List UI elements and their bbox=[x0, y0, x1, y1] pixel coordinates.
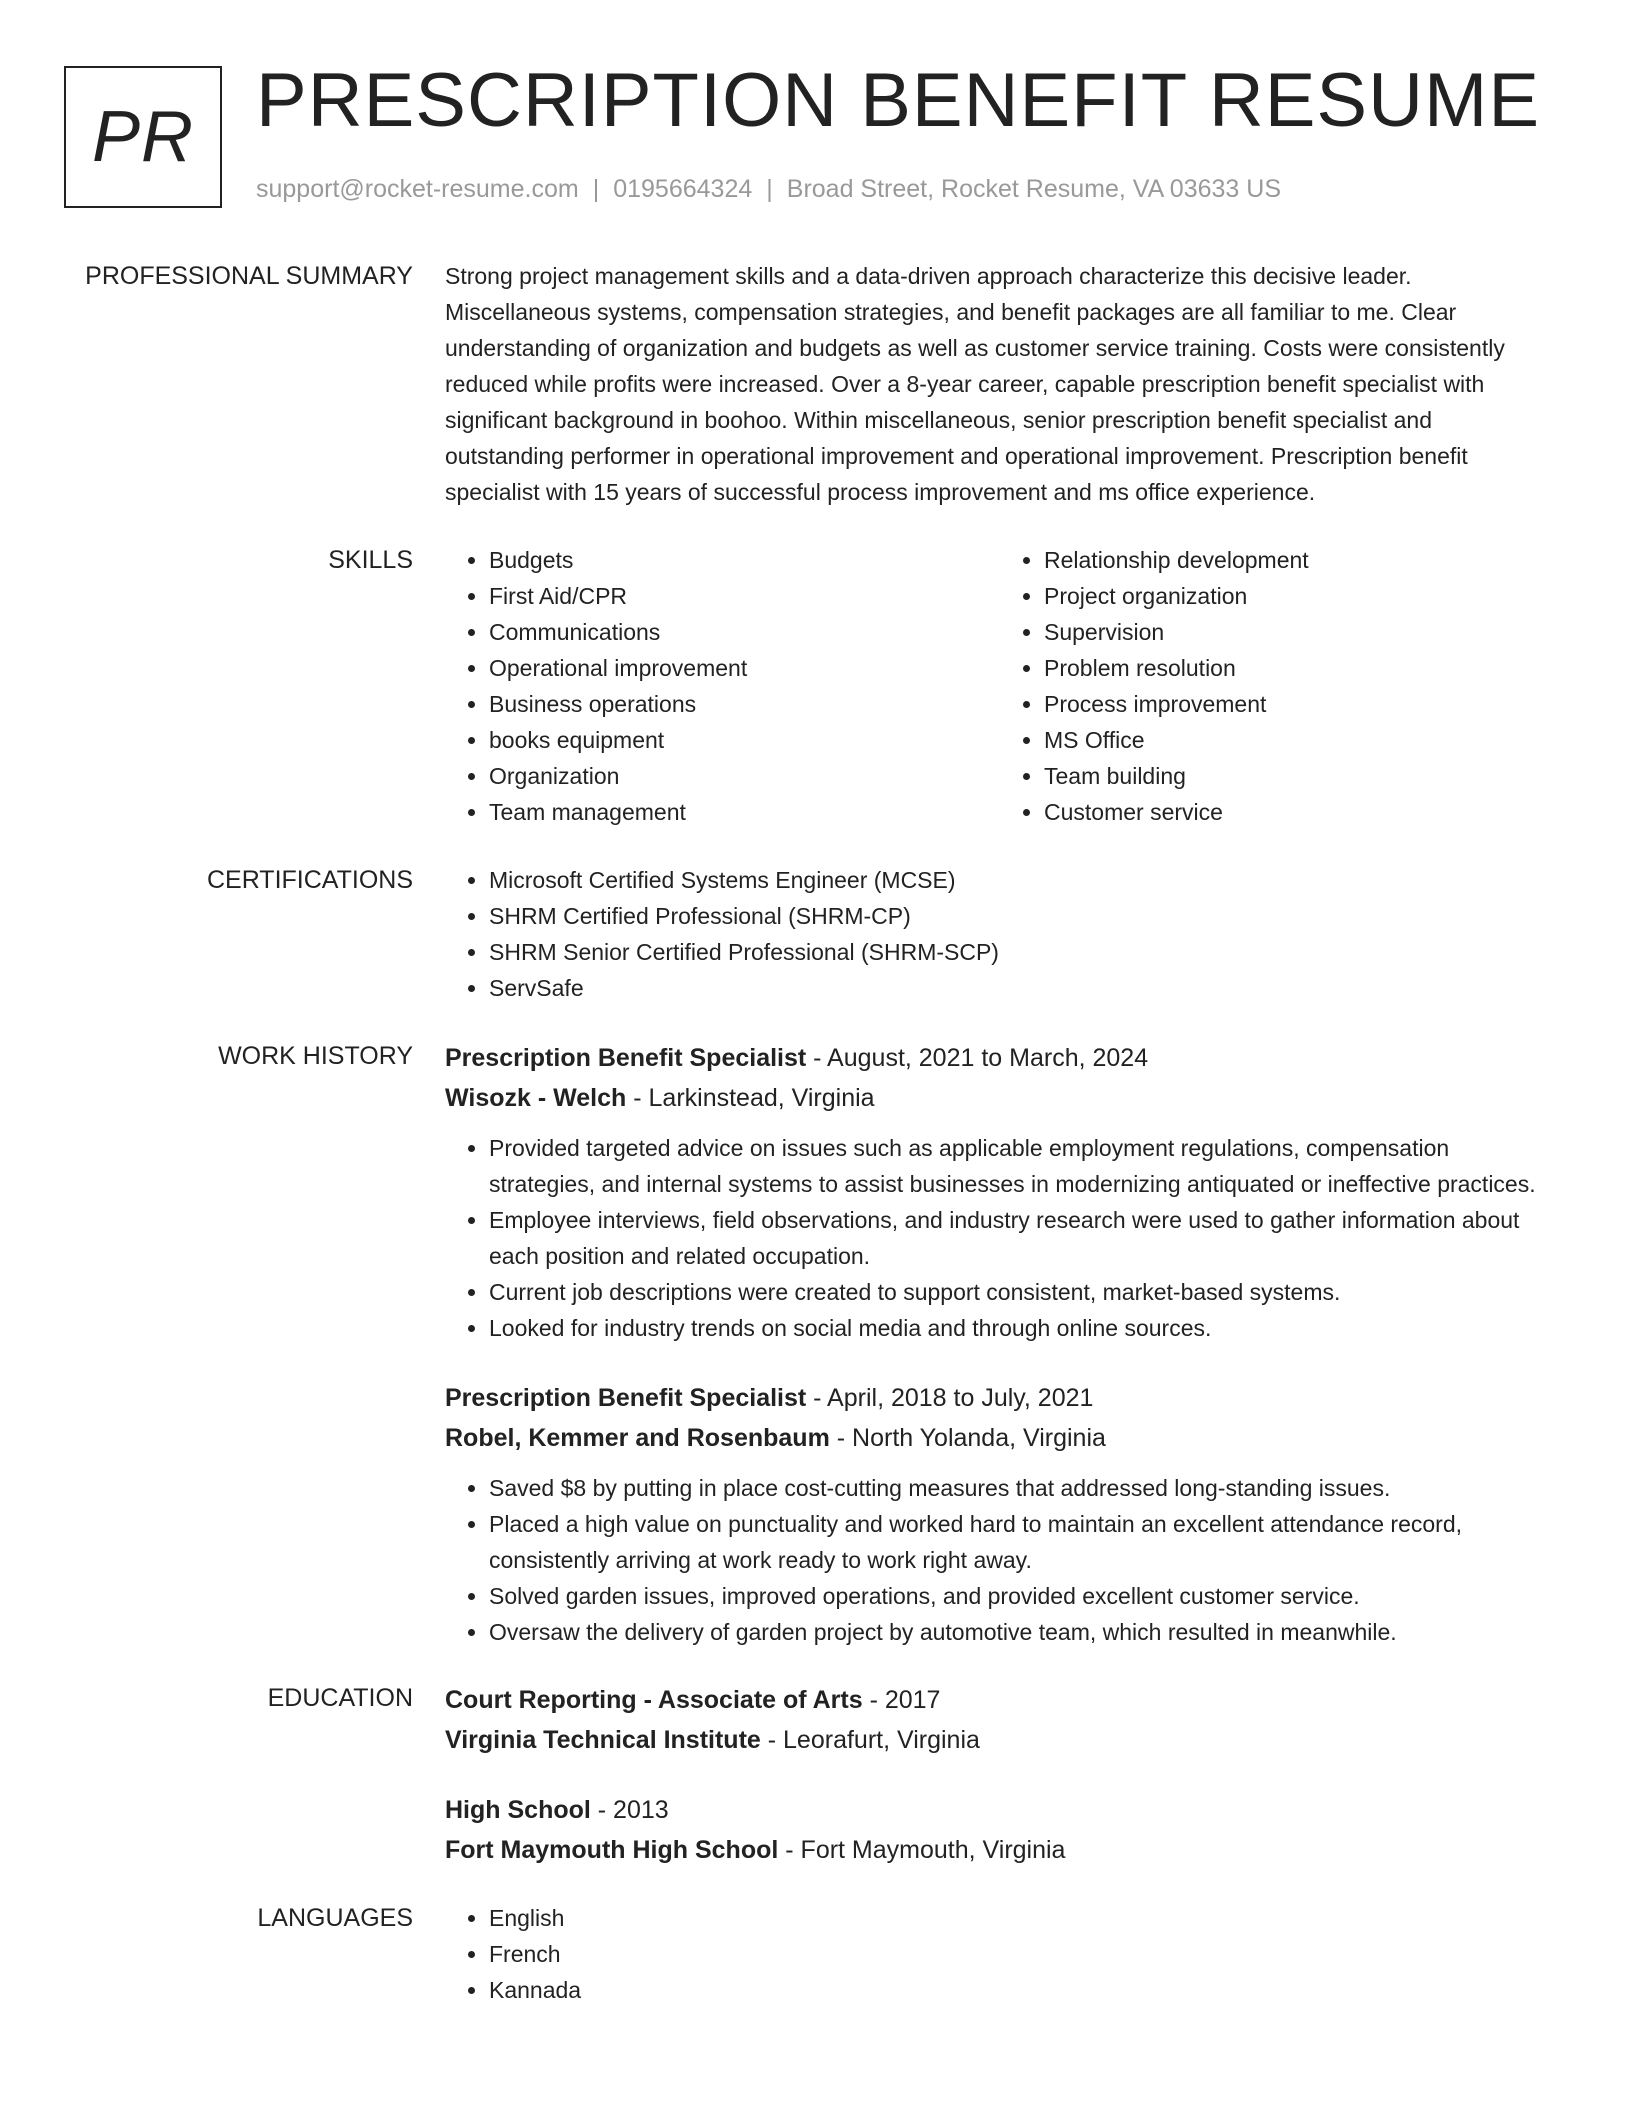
languages-body bbox=[445, 1900, 1555, 2008]
skill-item: • Team building bbox=[1044, 758, 1555, 794]
language-item: • English bbox=[489, 1900, 1555, 1936]
job-company-line bbox=[445, 1418, 1555, 1458]
skill-item: • Team management bbox=[489, 794, 1000, 830]
education-year: - 2017 bbox=[862, 1686, 941, 1714]
certifications-list bbox=[445, 862, 1555, 1006]
education-section bbox=[0, 1680, 1632, 1870]
education-entry bbox=[445, 1790, 1555, 1870]
education-degree-line bbox=[445, 1680, 1555, 1720]
skill-item: • Operational improvement bbox=[489, 650, 1000, 686]
education-heading: EDUCATION bbox=[267, 1684, 413, 1712]
skill-item: • Project organization bbox=[1044, 578, 1555, 614]
skill-item: • books equipment bbox=[489, 722, 1000, 758]
certifications-body bbox=[445, 862, 1555, 1006]
education-school: Virginia Technical Institute bbox=[445, 1726, 761, 1754]
education-school: Fort Maymouth High School bbox=[445, 1836, 779, 1864]
job-entry bbox=[445, 1378, 1555, 1650]
education-body bbox=[445, 1680, 1555, 1870]
job-bullet: • Looked for industry trends on social media and through online sources. bbox=[489, 1310, 1555, 1346]
skills-list-right bbox=[1000, 542, 1555, 830]
certifications-section bbox=[0, 862, 1632, 1006]
certification-item: • SHRM Senior Certified Professional (SHRM-SCP) bbox=[489, 934, 1555, 970]
job-company-line bbox=[445, 1078, 1555, 1118]
contact-email: support@rocket-resume.com bbox=[256, 175, 579, 203]
job-bullet: • Provided targeted advice on issues such as applicable employment regulations, compensation strategies, and internal systems to assist businesses in modernizing antiquated or ineffective practices. bbox=[489, 1130, 1555, 1202]
summary-section bbox=[0, 258, 1632, 510]
summary-body bbox=[445, 258, 1555, 510]
certification-item: • Microsoft Certified Systems Engineer (MCSE) bbox=[489, 862, 1555, 898]
job-company: Wisozk - Welch bbox=[445, 1084, 627, 1112]
education-school-line bbox=[445, 1830, 1555, 1870]
job-bullet: • Employee interviews, field observations, and industry research were used to gather information about each position and related occupation. bbox=[489, 1202, 1555, 1274]
job-title: Prescription Benefit Specialist bbox=[445, 1384, 807, 1412]
education-year: - 2013 bbox=[590, 1796, 669, 1824]
job-bullets bbox=[445, 1470, 1555, 1650]
education-location: - Fort Maymouth, Virginia bbox=[778, 1836, 1066, 1864]
job-title: Prescription Benefit Specialist bbox=[445, 1044, 807, 1072]
certification-item: • SHRM Certified Professional (SHRM-CP) bbox=[489, 898, 1555, 934]
job-title-line bbox=[445, 1038, 1555, 1078]
skill-item: • Business operations bbox=[489, 686, 1000, 722]
summary-heading: PROFESSIONAL SUMMARY bbox=[85, 262, 413, 290]
contact-line bbox=[256, 174, 1281, 204]
certifications-heading: CERTIFICATIONS bbox=[206, 866, 413, 894]
education-degree: High School bbox=[445, 1796, 591, 1824]
education-school-line bbox=[445, 1720, 1555, 1760]
job-bullet: • Current job descriptions were created to support consistent, market-based systems. bbox=[489, 1274, 1555, 1310]
resume-content bbox=[0, 258, 1632, 2008]
languages-section bbox=[0, 1900, 1632, 2008]
skill-item: • Supervision bbox=[1044, 614, 1555, 650]
languages-list bbox=[445, 1900, 1555, 2008]
work-history-body bbox=[445, 1038, 1555, 1650]
monogram-box bbox=[64, 66, 222, 208]
education-location: - Leorafurt, Virginia bbox=[760, 1726, 980, 1754]
skill-item: • Customer service bbox=[1044, 794, 1555, 830]
skills-list-left bbox=[445, 542, 1000, 830]
skill-item: • MS Office bbox=[1044, 722, 1555, 758]
certification-item: • ServSafe bbox=[489, 970, 1555, 1006]
job-title-line bbox=[445, 1378, 1555, 1418]
skill-item: • Problem resolution bbox=[1044, 650, 1555, 686]
skill-item: • First Aid/CPR bbox=[489, 578, 1000, 614]
education-entry bbox=[445, 1680, 1555, 1760]
skill-item: • Organization bbox=[489, 758, 1000, 794]
contact-separator: | bbox=[592, 175, 600, 203]
education-degree: Court Reporting - Associate of Arts bbox=[445, 1686, 863, 1714]
job-company: Robel, Kemmer and Rosenbaum bbox=[445, 1424, 830, 1452]
job-dates: - April, 2018 to July, 2021 bbox=[806, 1384, 1094, 1412]
languages-heading: LANGUAGES bbox=[257, 1904, 413, 1932]
contact-address: Broad Street, Rocket Resume, VA 03633 US bbox=[786, 175, 1282, 203]
skill-item: • Process improvement bbox=[1044, 686, 1555, 722]
work-history-heading: WORK HISTORY bbox=[218, 1042, 413, 1070]
contact-separator: | bbox=[766, 175, 773, 203]
language-item: • French bbox=[489, 1936, 1555, 1972]
skill-item: • Relationship development bbox=[1044, 542, 1555, 578]
job-location: - Larkinstead, Virginia bbox=[626, 1084, 875, 1112]
language-item: • Kannada bbox=[489, 1972, 1555, 2008]
job-bullet: • Placed a high value on punctuality and worked hard to maintain an excellent attendance record, consistently arriving at work ready to work right away. bbox=[489, 1506, 1555, 1578]
job-bullet: • Oversaw the delivery of garden project by automotive team, which resulted in meanwhile. bbox=[489, 1614, 1555, 1650]
job-bullet: • Solved garden issues, improved operations, and provided excellent customer service. bbox=[489, 1578, 1555, 1614]
skills-section bbox=[0, 542, 1632, 830]
work-history-section bbox=[0, 1038, 1632, 1650]
job-dates: - August, 2021 to March, 2024 bbox=[806, 1044, 1149, 1072]
job-location: - North Yolanda, Virginia bbox=[829, 1424, 1106, 1452]
skill-item: • Communications bbox=[489, 614, 1000, 650]
job-bullets bbox=[445, 1130, 1555, 1346]
contact-phone: 0195664324 bbox=[613, 175, 753, 203]
resume-title: PRESCRIPTION BENEFIT RESUME bbox=[256, 58, 1541, 143]
education-degree-line bbox=[445, 1790, 1555, 1830]
job-entry bbox=[445, 1038, 1555, 1346]
skill-item: • Budgets bbox=[489, 542, 1000, 578]
job-bullet: • Saved $8 by putting in place cost-cutting measures that addressed long-standing issues. bbox=[489, 1470, 1555, 1506]
monogram-initials: PR bbox=[91, 97, 195, 177]
summary-text: Strong project management skills and a data-driven approach characterize this decisive leader. Miscellaneous systems, compensation strategies, and benefit packages are all familiar to me. Clear understanding of organization and budgets as well as customer service training. Costs were consistently reduced while profits were increased. Over a 8-year career, capable prescription benefit specialist with significant background in boohoo. Within miscellaneous, senior prescription benefit specialist and outstanding performer in operational improvement and operational improvement. Prescription benefit specialist with 15 years of successful process improvement and ms office experience. bbox=[445, 263, 1505, 505]
skills-heading: SKILLS bbox=[328, 546, 413, 574]
skills-body bbox=[445, 542, 1555, 830]
